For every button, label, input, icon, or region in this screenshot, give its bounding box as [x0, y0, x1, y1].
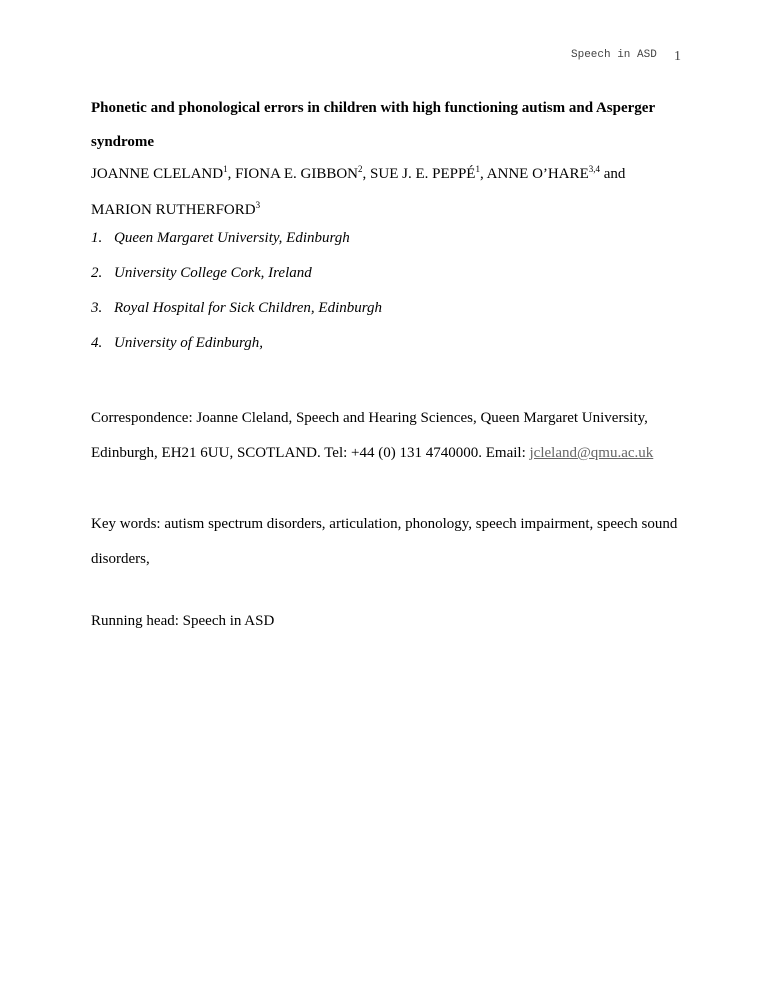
affiliation-text: Royal Hospital for Sick Children, Edinburgh [114, 300, 383, 316]
keywords: Key words: autism spectrum disorders, articulation, phonology, speech impairment, speech sound disorders, [91, 516, 678, 567]
email-link[interactable]: jcleland@qmu.ac.uk [529, 445, 654, 461]
author-affiliation-mark: 3,4 [588, 164, 600, 174]
author-name: MARION RUTHERFORD [91, 202, 256, 218]
author-separator: and [599, 166, 626, 182]
affiliation-item [91, 300, 382, 317]
author-separator: , [479, 166, 487, 182]
author-name: FIONA E. GIBBON [235, 166, 359, 182]
affiliation-item [91, 335, 263, 352]
author-affiliation-mark: 3 [255, 200, 261, 210]
running-head-statement: Running head: Speech in ASD [91, 613, 275, 629]
affiliation-item [91, 265, 312, 282]
affiliation-number: 3. [91, 300, 103, 316]
affiliation-text: University College Cork, Ireland [114, 265, 312, 281]
author-name: JOANNE CLELAND [91, 166, 224, 182]
affiliation-number: 2. [91, 265, 103, 281]
author-list [91, 156, 691, 228]
author-affiliation-mark: 1 [475, 164, 480, 174]
correspondence-text: Correspondence: Joanne Cleland, Speech and Hearing Sciences, Queen Margaret University, Edinburgh, EH21 6UU, SCOTLAND. Tel: +44 (0) 131 4740000. Email: [91, 410, 648, 461]
affiliation-number: 4. [91, 335, 103, 351]
author-separator: , [362, 166, 371, 182]
affiliation-text: Queen Margaret University, Edinburgh [114, 230, 350, 246]
author-name: SUE J. E. PEPPÉ [370, 166, 476, 182]
author-affiliation-mark: 2 [358, 164, 363, 174]
author-name: ANNE O’HARE [486, 166, 589, 182]
correspondence [91, 401, 681, 471]
author-affiliation-mark: 1 [223, 164, 228, 174]
running-head: Speech in ASD [571, 49, 657, 61]
page-number: 1 [674, 49, 681, 64]
affiliation-number: 1. [91, 230, 103, 246]
affiliation-item [91, 230, 350, 247]
author-separator: , [227, 166, 236, 182]
paper-title: Phonetic and phonological errors in children with high functioning autism and Asperger syndrome [91, 100, 655, 150]
affiliation-text: University of Edinburgh, [114, 335, 264, 351]
